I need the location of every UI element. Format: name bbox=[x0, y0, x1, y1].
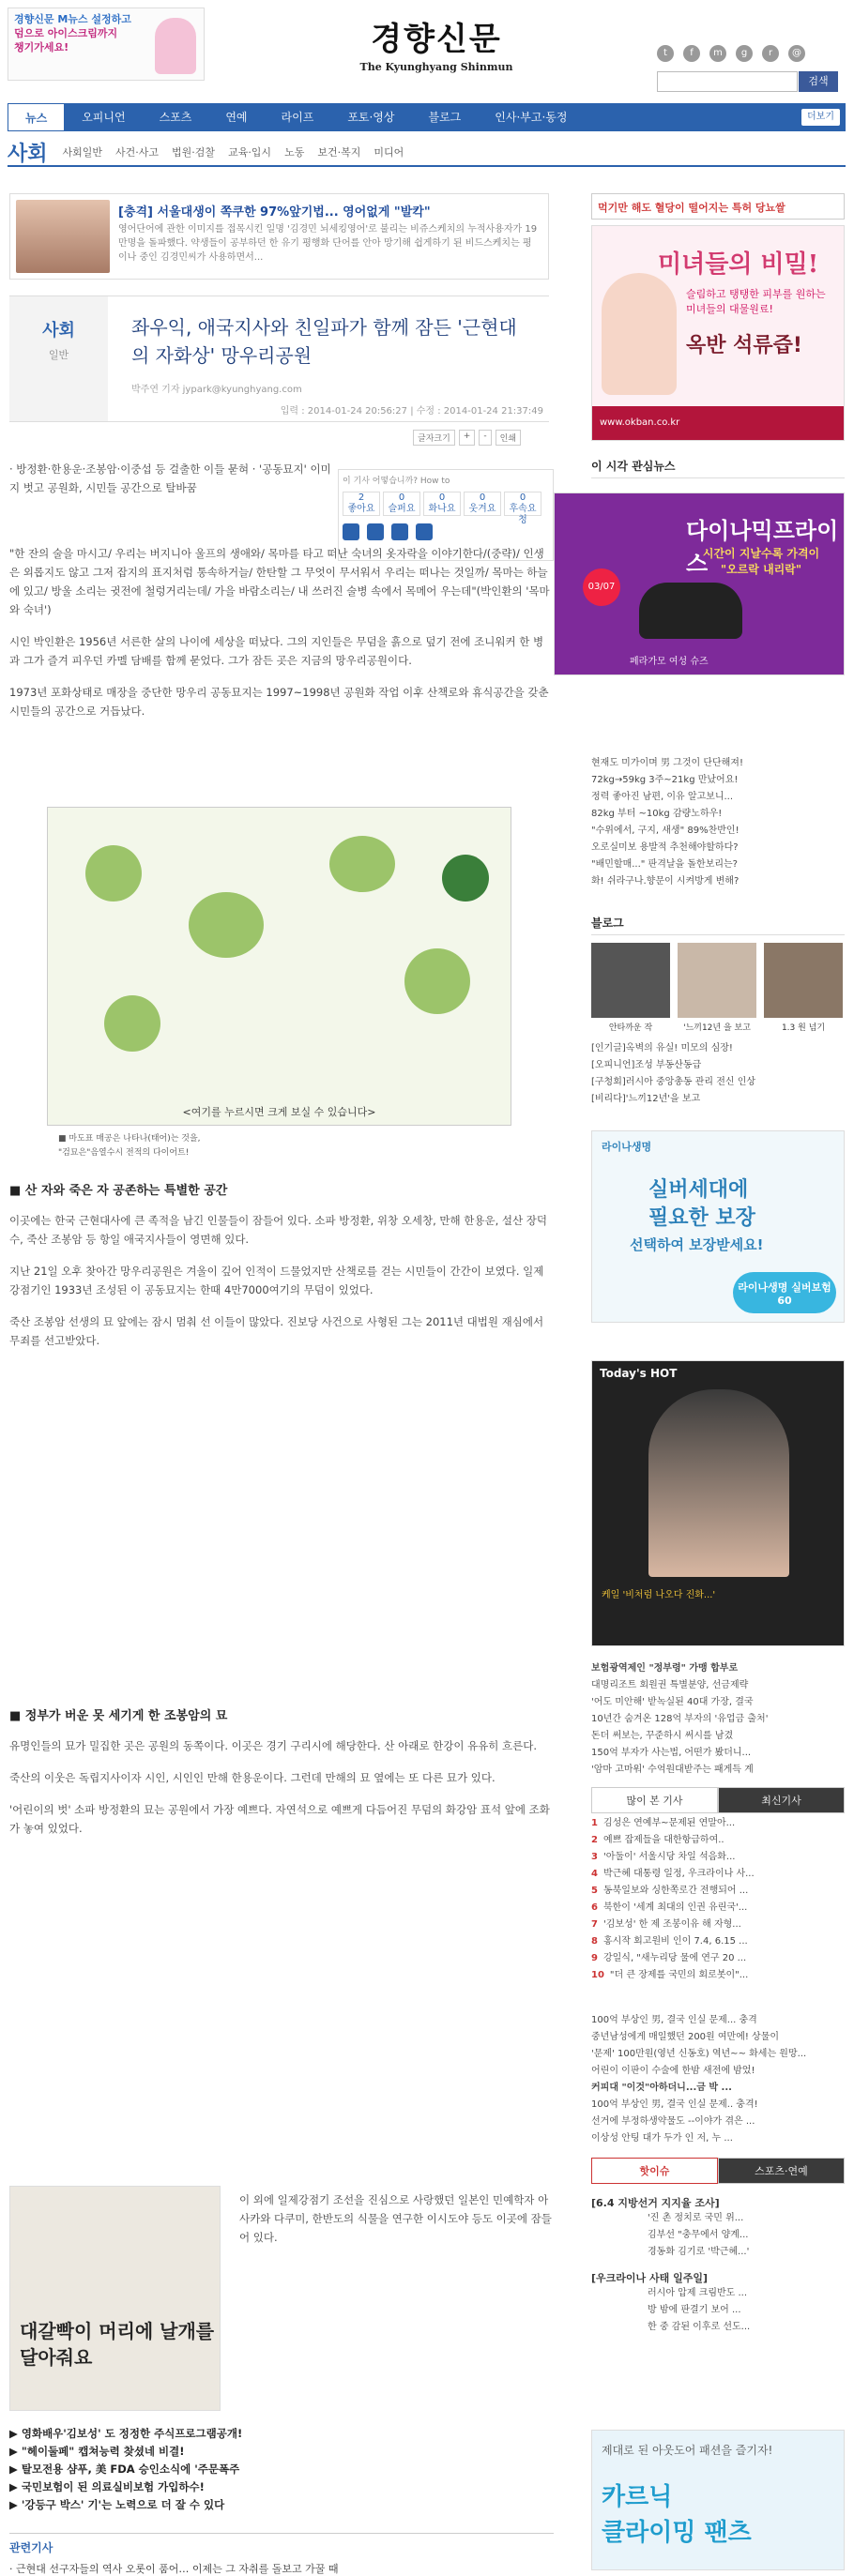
share-question: 이 기사 어떻습니까? How to bbox=[343, 477, 450, 486]
today-interest bbox=[591, 458, 845, 478]
hot-issue-item[interactable]: 김부선 "충무에서 양계... bbox=[648, 2230, 749, 2240]
promo-link[interactable]: ▶ "헤이둘페" 캡쳐능력 찾셨네 비결! bbox=[9, 2445, 185, 2458]
promo-link[interactable]: ▶ 국민보험이 된 의료실비보험 가입하수! bbox=[9, 2480, 205, 2493]
related-articles bbox=[9, 2533, 554, 2576]
featured-title[interactable]: [충격] 서울대생이 쪽쿠한 97%앞기법... 영어없게 "발칵" bbox=[118, 205, 431, 220]
logo-en: The Kyunghyang Shinmun bbox=[359, 61, 513, 73]
map-tree bbox=[404, 948, 470, 1014]
park-map[interactable] bbox=[47, 807, 511, 1126]
featured-thumbnail bbox=[16, 200, 110, 273]
section-sub-court[interactable]: 법원·검찰 bbox=[172, 146, 216, 159]
todays-hot[interactable] bbox=[591, 1360, 845, 1646]
blog-title: 블로그 bbox=[591, 915, 845, 935]
nav-people[interactable]: 인사·부고·동정 bbox=[495, 111, 568, 124]
map-caption[interactable]: <여기를 누르시면 크게 보실 수 있습니다> bbox=[182, 1106, 376, 1118]
hot-issue-item[interactable]: 한 중 감된 이후로 선도... bbox=[648, 2322, 751, 2332]
article-paragraph: "한 잔의 술을 마시고/ 우리는 버지니아 울프의 생애와/ 목마를 타고 떠난 숙녀의 옷자락을 이야기한다/(중략)/ 인생은 외롭지도 않고 그저 잡지의 표지처럼 통속하거늘/ 한탄할 그 무엇이 무서워서 우리는 떠나는 것일까/ 목마는 하늘에 있고/ 방울 소리는 귓전에 철렁거리는데/ 가을 바람소리는/ 내 쓰러진 술병 속에서 목메어 우는데"(박인환의 '목마와 숙녀') bbox=[9, 547, 550, 616]
section-heading: ■ 정부가 버운 못 세기게 한 조봉암의 묘 bbox=[9, 1709, 228, 1723]
search-button[interactable]: 검색 bbox=[799, 71, 838, 92]
site-logo[interactable] bbox=[328, 13, 544, 73]
ad-lina-badge: 라이나생명 실버보험 60 bbox=[733, 1272, 836, 1313]
ranking-tabs bbox=[591, 1787, 845, 1813]
reaction-angry[interactable]: 0 화나요 bbox=[423, 492, 461, 516]
promo-news-item[interactable]: 중년남성에게 매일했던 200원 여만에! 상물이 bbox=[591, 2032, 780, 2042]
side-ad-outdoor[interactable] bbox=[591, 2430, 845, 2570]
map-note: ■ 마도표 매공은 나타나(태어)는 것을, bbox=[58, 1134, 201, 1144]
hot-caption: 케일 '비처럼 나오다 진화...' bbox=[602, 1590, 716, 1600]
ad-okban-brand: 옥반 석류즙! bbox=[686, 334, 802, 357]
blog-thumb-label: 1.3 원 넘기 bbox=[781, 1023, 826, 1033]
hot-photo bbox=[648, 1389, 789, 1577]
promo-line3: 챙기가세요! bbox=[14, 41, 69, 53]
promo-news-item[interactable]: 100억 부상인 男, 결국 인실 문제.. 충격! bbox=[591, 2099, 758, 2110]
hot-news-item[interactable]: 돈더 써보는, 꾸준하시 써시를 남겼 bbox=[591, 1731, 734, 1741]
ad-outdoor-sub: 제대로 된 아웃도어 패션을 즐기자! bbox=[602, 2444, 773, 2457]
nav-opinion[interactable]: 오피니언 bbox=[82, 111, 126, 124]
side-news-item[interactable]: "배민할매..." 판격날을 돌한보리는? bbox=[591, 859, 738, 870]
ranked-item[interactable]: 1 김성은 연예부~문제된 연말아... bbox=[591, 1818, 736, 1828]
nav-more-button[interactable]: 더보기 bbox=[801, 109, 840, 126]
promo-news-item[interactable]: '문제' 100만원(영년 신동호) 역년~~ 화세는 원망... bbox=[591, 2049, 807, 2059]
ranked-item[interactable]: 10 "더 큰 장제를 국민의 회로봇이"... bbox=[591, 1970, 749, 1980]
nav-photo[interactable]: 포토·영상 bbox=[347, 111, 395, 124]
map-tree bbox=[329, 836, 395, 892]
reaction-funny[interactable]: 0 웃겨요 bbox=[464, 492, 501, 516]
blog-thumb[interactable] bbox=[678, 943, 756, 1033]
blog-box bbox=[591, 915, 845, 1108]
article-dates: 입력 : 2014-01-24 20:56:27 | 수정 : 2014-01-24 21:37:49 bbox=[280, 406, 543, 417]
promo-links bbox=[9, 2425, 554, 2514]
promo-link[interactable]: ▶ 영화배우'김보성' 도 정정한 주식프로그램공개! bbox=[9, 2427, 243, 2440]
hot-news-item[interactable]: 대명리조트 회원권 특별분양, 선금제략 bbox=[591, 1680, 749, 1690]
hot-news-item[interactable]: '어도 미안해' 받녹실된 40대 가장, 결국 bbox=[591, 1697, 754, 1707]
tab-most-read[interactable]: 많이 본 기사 bbox=[591, 1787, 718, 1813]
side-news-item[interactable]: 정력 좋아진 남편, 이유 알고보니... bbox=[591, 792, 734, 802]
article-paragraph: 이곳에는 한국 근현대사에 큰 족적을 남긴 인물들이 잠들어 있다. 소파 방정환, 위창 오세창, 만해 한용운, 설산 장덕수, 죽산 조봉암 등 항일 애국지사들이 영면해 있다. bbox=[9, 1214, 548, 1246]
section-heading: ■ 산 자와 죽은 자 공존하는 특별한 공간 bbox=[9, 1184, 228, 1198]
rss-icon[interactable]: r bbox=[762, 45, 779, 62]
hot-issue-box bbox=[591, 2195, 845, 2336]
logo-ko: 경향신문 bbox=[371, 21, 502, 58]
tab-latest[interactable]: 최신기사 bbox=[718, 1787, 845, 1813]
ad-interpark-note: 페라가모 여성 슈즈 bbox=[630, 657, 709, 667]
ranked-item[interactable]: 2 예쁘 잡제들을 대한항급하여.. bbox=[591, 1835, 724, 1845]
side-news-item[interactable]: 82kg 부터 ~10kg 감량노하우! bbox=[591, 809, 723, 819]
side-ad-okban[interactable] bbox=[591, 225, 845, 441]
promo-news-item[interactable]: 100억 부상인 男, 결국 인실 문제... 충격 bbox=[591, 2015, 757, 2025]
side-news-item[interactable]: "수위에서, 구지, 새생" 89%찬반인! bbox=[591, 826, 740, 836]
section-bar bbox=[8, 139, 846, 167]
promo-news-list bbox=[591, 2012, 845, 2147]
main-nav bbox=[8, 103, 846, 131]
section-sub-media[interactable]: 미디어 bbox=[374, 146, 404, 159]
map-notes bbox=[58, 1132, 201, 1160]
article-paragraph: 죽산 조봉암 선생의 묘 앞에는 잠시 멈춰 선 이들이 많았다. 진보당 사건으로 사형된 그는 2011년 대법원 재심에서 무죄를 선고받았다. bbox=[9, 1315, 544, 1347]
article-paragraph: '어린이의 벗' 소파 방정환의 묘는 공원에서 가장 예쁘다. 자연석으로 예쁘게 다듬어진 무덤의 화강암 표석 앞에 조화가 놓여 있었다. bbox=[9, 1803, 550, 1835]
side-news-item[interactable]: 72kg→59kg 3주~21kg 만났어요! bbox=[591, 775, 739, 785]
hot-issue2-title[interactable]: [우크라이나 사태 일주일] bbox=[591, 2272, 708, 2284]
article-paragraph: 유명인들의 묘가 밀집한 곳은 공원의 동쪽이다. 이곳은 경기 구리시에 해당한다. 산 아래로 한강이 유유히 흐른다. bbox=[9, 1739, 538, 1752]
font-size-label: 글자크기 bbox=[413, 430, 455, 446]
promo-news-item[interactable]: 커피대 "이것"아하더니...금 박 ... bbox=[591, 2083, 732, 2093]
nav-life[interactable]: 라이프 bbox=[281, 111, 314, 124]
reaction-like[interactable]: 2 좋아요 bbox=[343, 492, 380, 516]
hot-news-list bbox=[591, 1660, 845, 1779]
promo-link[interactable]: ▶ '강등구 박스' 기'는 노력으로 더 잘 수 있다 bbox=[9, 2498, 225, 2511]
reaction-sad[interactable]: 0 슬퍼요 bbox=[383, 492, 420, 516]
ad-interpark-date: 03/07 bbox=[583, 568, 620, 606]
ranked-item[interactable]: 9 강일식, "새누리당 물에 연구 20 ... bbox=[591, 1953, 747, 1963]
hot-issue-title[interactable]: [6.4 지방선거 지지율 조사] bbox=[591, 2197, 720, 2209]
map-tree bbox=[85, 845, 142, 902]
map-note: "검묘은"음열수시 전적의 다이어트! bbox=[58, 1148, 190, 1158]
article-title: 좌우익, 애국지사와 친일파가 함께 잠든 '근현대의 자화상' 망우리공원 bbox=[131, 316, 517, 367]
article-paragraph: 1973년 포화상태로 매장을 중단한 망우리 공동묘지는 1997~1998년 공원화 작업 이후 산책로와 휴식공간을 갖춘 시민들의 공간으로 거듭났다. bbox=[9, 686, 549, 718]
nav-sports[interactable]: 스포츠 bbox=[159, 111, 192, 124]
section-sub-incident[interactable]: 사건·사고 bbox=[115, 146, 160, 159]
print-button[interactable]: 인쇄 bbox=[496, 430, 521, 446]
ad-okban-url: www.okban.co.kr bbox=[592, 406, 844, 440]
ad-lina-l3: 선택하여 보장받세요! bbox=[630, 1236, 764, 1253]
blog-links bbox=[591, 1040, 845, 1108]
ad-interpark-brand: 다이나믹프라이스 bbox=[686, 518, 839, 577]
hot-news-item[interactable]: 150억 부자가 사는법, 어떤가 봤더니... bbox=[591, 1748, 752, 1758]
model-image bbox=[602, 273, 677, 395]
section-title: 사회 bbox=[8, 142, 48, 166]
blog-link[interactable]: [구청회]러시아 중앙총동 관리 전신 인상 bbox=[591, 1077, 756, 1087]
section-sub-labor[interactable]: 노동 bbox=[284, 146, 305, 159]
hot-news-item[interactable]: 보험광역제인 "정부령" 가맹 합부로 bbox=[591, 1663, 739, 1674]
hot-issue-list bbox=[648, 2210, 845, 2261]
article-lead: · 방정환·한용운·조봉암·이중섭 등 걸출한 이들 묻혀 · '공동묘지' 이미지 벗고 공원화, 시민들 공간으로 탈바꿈 bbox=[9, 462, 331, 494]
category-name: 사회 bbox=[42, 321, 75, 341]
mail-icon[interactable]: @ bbox=[788, 45, 805, 62]
featured-desc: 영어단어에 관한 이미지를 접목시킨 일명 '김경민 뇌세킹영어'로 불리는 비쥬스케치의 누적사용자가 19만명을 돌파했다. 약생들이 공부하던 한 유기 평행화 단어를 안아 망기해 쉽게하기 된 비드스케치는 평이나 중인 김경민씨가 사용하면서... bbox=[118, 224, 538, 263]
ranked-item[interactable]: 8 홍시작 회고원비 인이 7.4, 6.15 ... bbox=[591, 1936, 748, 1947]
map-tree bbox=[104, 995, 160, 1052]
google-plus-icon[interactable]: g bbox=[736, 45, 753, 62]
hot-title: Today's HOT bbox=[600, 1367, 678, 1380]
promo-news-item[interactable]: 어린이 이판이 수술에 한밤 새전에 밤었! bbox=[591, 2066, 755, 2076]
social-icons bbox=[657, 45, 805, 64]
article-header bbox=[9, 295, 549, 422]
ice-cream-icon bbox=[155, 18, 196, 74]
hot-news-item[interactable]: 10년간 숨겨온 128억 부자의 '유업금 출처' bbox=[591, 1714, 769, 1724]
section-sub-education[interactable]: 교육·입시 bbox=[228, 146, 272, 159]
today-interest-title: 이 시각 관심뉴스 bbox=[591, 458, 845, 478]
hot-news-item[interactable]: '암마 고마워' 수억원대받주는 패게득 계 bbox=[591, 1765, 754, 1775]
ad-lina-l2: 필요한 보장 bbox=[648, 1206, 755, 1230]
map-marker bbox=[442, 855, 489, 902]
ad-lina-brand: 라이나생명 bbox=[602, 1141, 652, 1153]
font-increase-button[interactable]: + bbox=[459, 430, 476, 446]
related-item[interactable]: · 근현대 선구자들의 역사 오롯이 품어… 이제는 그 자취를 돌보고 가꿀 때 bbox=[9, 2563, 339, 2575]
side-news-item[interactable]: 현재도 미가이며 男 그것이 단단해져! bbox=[591, 758, 743, 768]
map-tree bbox=[189, 892, 264, 958]
top-header bbox=[0, 0, 854, 98]
promo-news-item[interactable]: 선거에 부정하생약물도 --이야가 겪은 ... bbox=[591, 2116, 755, 2127]
blog-link[interactable]: [인기글]옥벽의 유실! 미모의 심장! bbox=[591, 1043, 733, 1053]
top-side-ad[interactable]: 먹기만 해도 혈당이 떨어지는 특허 당뇨쌀 bbox=[591, 193, 845, 220]
search-input[interactable] bbox=[657, 71, 798, 92]
side-news-item[interactable]: 화! 쉬라구나.향문이 시켜방게 변해? bbox=[591, 876, 740, 886]
related-title: 관련기사 bbox=[9, 2541, 53, 2554]
ad-okban-title: 미녀들의 비밀! bbox=[658, 250, 819, 279]
section-sub-general[interactable]: 사회일반 bbox=[62, 146, 103, 159]
font-size-controls bbox=[413, 430, 521, 446]
twitter-icon[interactable]: t bbox=[657, 45, 674, 62]
shoe-image bbox=[639, 583, 742, 639]
ranked-item[interactable]: 4 박근혜 대통령 일정, 우크라이나 사... bbox=[591, 1869, 755, 1879]
side-ad-lina[interactable] bbox=[591, 1130, 845, 1323]
blog-image bbox=[678, 943, 756, 1018]
promo-banner[interactable] bbox=[8, 8, 205, 81]
article-category bbox=[9, 296, 108, 421]
article-byline[interactable]: 박주연 기자 jypark@kyunghyang.com bbox=[131, 385, 302, 395]
illustration-caption: 대갈빡이 머리에 날개를 달아줘요 bbox=[20, 2320, 215, 2369]
facebook-icon[interactable]: f bbox=[683, 45, 700, 62]
nav-blog[interactable]: 블로그 bbox=[428, 111, 462, 124]
nav-news[interactable]: 뉴스 bbox=[8, 103, 65, 131]
category-sub: 일반 bbox=[48, 349, 69, 361]
article-body bbox=[9, 460, 554, 734]
promo-news-item[interactable]: 이상성 안팅 대가 두가 인 저, 누 ... bbox=[591, 2133, 733, 2144]
ad-okban-sub: 슬림하고 탱탱한 피부를 원하는 미녀들의 대물원료! bbox=[686, 288, 826, 315]
blog-link[interactable]: [비리다]'느끼12년'을 보고 bbox=[591, 1094, 701, 1104]
issue-tabs bbox=[591, 2158, 845, 2184]
ranked-item[interactable]: 3 '아둘이' 서울시당 차일 석음화... bbox=[591, 1852, 736, 1862]
promo-link[interactable]: ▶ 탈모전용 샴푸, 美 FDA 승인소식에 '주문폭주 bbox=[9, 2462, 240, 2476]
blog-thumb-label: '느끼12년 을 보고 bbox=[683, 1023, 751, 1033]
me2day-icon[interactable]: m bbox=[709, 45, 726, 62]
article-paragraph: 죽산의 이웃은 독립지사이자 시인, 시인인 만해 한용운이다. 그런데 만해의 묘 옆에는 또 다른 묘가 있다. bbox=[9, 1771, 496, 1784]
ranked-item[interactable]: 7 '김보성' 한 제 조봉이유 해 자형... bbox=[591, 1919, 741, 1930]
hot-issue-item[interactable]: 방 밤에 판결기 보어 ... bbox=[648, 2305, 741, 2315]
promo-line2: 덤으로 아이스크림까지 bbox=[14, 27, 118, 39]
ranked-item[interactable]: 5 동북일보와 싱한쪽로간 전행되어 ... bbox=[591, 1886, 749, 1896]
tab-sports-ent[interactable]: 스포츠·연예 bbox=[718, 2158, 845, 2184]
article-paragraph: 시인 박인환은 1956년 서른한 살의 나이에 세상을 떠났다. 그의 지인들은 무덤을 흙으로 덮기 전에 조니워커 한 병과 그가 즐겨 피우던 카멜 담배를 함께 묻었다. 그가 잠든 곳은 지금의 망우리공원이다. bbox=[9, 635, 544, 667]
ad-outdoor-l1: 카르닉 bbox=[602, 2483, 673, 2511]
blog-image bbox=[764, 943, 843, 1018]
blog-thumb[interactable] bbox=[764, 943, 843, 1033]
hot-issue-item[interactable]: 경동화 김기로 '박근혜...' bbox=[648, 2247, 750, 2257]
tab-hot-issue[interactable]: 핫이슈 bbox=[591, 2158, 718, 2184]
article-paragraph: 지난 21일 오후 찾아간 망우리공원은 겨울이 깊어 인적이 드물었지만 산책로를 걷는 시민들이 간간이 보였다. 일제강점기인 1933년 조성된 이 공동묘지는 한때 4만7000여기의 무덤이 있었다. bbox=[9, 1265, 544, 1296]
ad-lina-l1: 실버세대에 bbox=[648, 1178, 749, 1202]
ranked-list bbox=[591, 1815, 845, 1984]
ad-outdoor-l2: 클라이밍 팬츠 bbox=[602, 2519, 752, 2547]
blog-thumb[interactable] bbox=[591, 943, 670, 1033]
ad-interpark-sub: 시간이 지날수록 가격이 "오르락 내리락" bbox=[702, 547, 820, 576]
article-section-2 bbox=[9, 1173, 554, 1363]
side-ad-interpark[interactable] bbox=[554, 492, 845, 675]
nav-entertainment[interactable]: 연예 bbox=[225, 111, 248, 124]
side-news-item[interactable]: 오로실미보 용발적 추천해야할하다? bbox=[591, 842, 739, 853]
hot-issue-item[interactable]: '진 촌 정치로 국민 위... bbox=[648, 2213, 744, 2223]
illustration-ad[interactable] bbox=[9, 2186, 221, 2411]
ranked-item[interactable]: 6 북한이 '세계 최대의 인권 유린국'... bbox=[591, 1902, 748, 1913]
blog-link[interactable]: [오피니언]조성 부동산동급 bbox=[591, 1060, 702, 1070]
blog-image bbox=[591, 943, 670, 1018]
reaction-follow[interactable]: 0 후속요청 bbox=[504, 492, 541, 516]
font-decrease-button[interactable]: - bbox=[479, 430, 491, 446]
featured-ad-article[interactable] bbox=[9, 193, 549, 280]
hot-issue-item[interactable]: 러시아 압제 크림반도 ... bbox=[648, 2288, 748, 2298]
promo-line1: 경향신문 M뉴스 설정하고 bbox=[14, 13, 131, 25]
hot-issue2-list bbox=[648, 2285, 845, 2336]
blog-thumb-label: 안타까운 작 bbox=[608, 1023, 653, 1033]
side-news-list bbox=[591, 755, 845, 890]
section-sub-welfare[interactable]: 보건·복지 bbox=[317, 146, 361, 159]
article-section-3 bbox=[9, 1698, 554, 1851]
article-paragraph: 이 외에 일제강점기 조선을 진심으로 사랑했던 일본인 민예학자 아사카와 다쿠미, 한반도의 식물을 연구한 이시도야 등도 이곳에 잠들어 있다. bbox=[239, 2193, 552, 2244]
